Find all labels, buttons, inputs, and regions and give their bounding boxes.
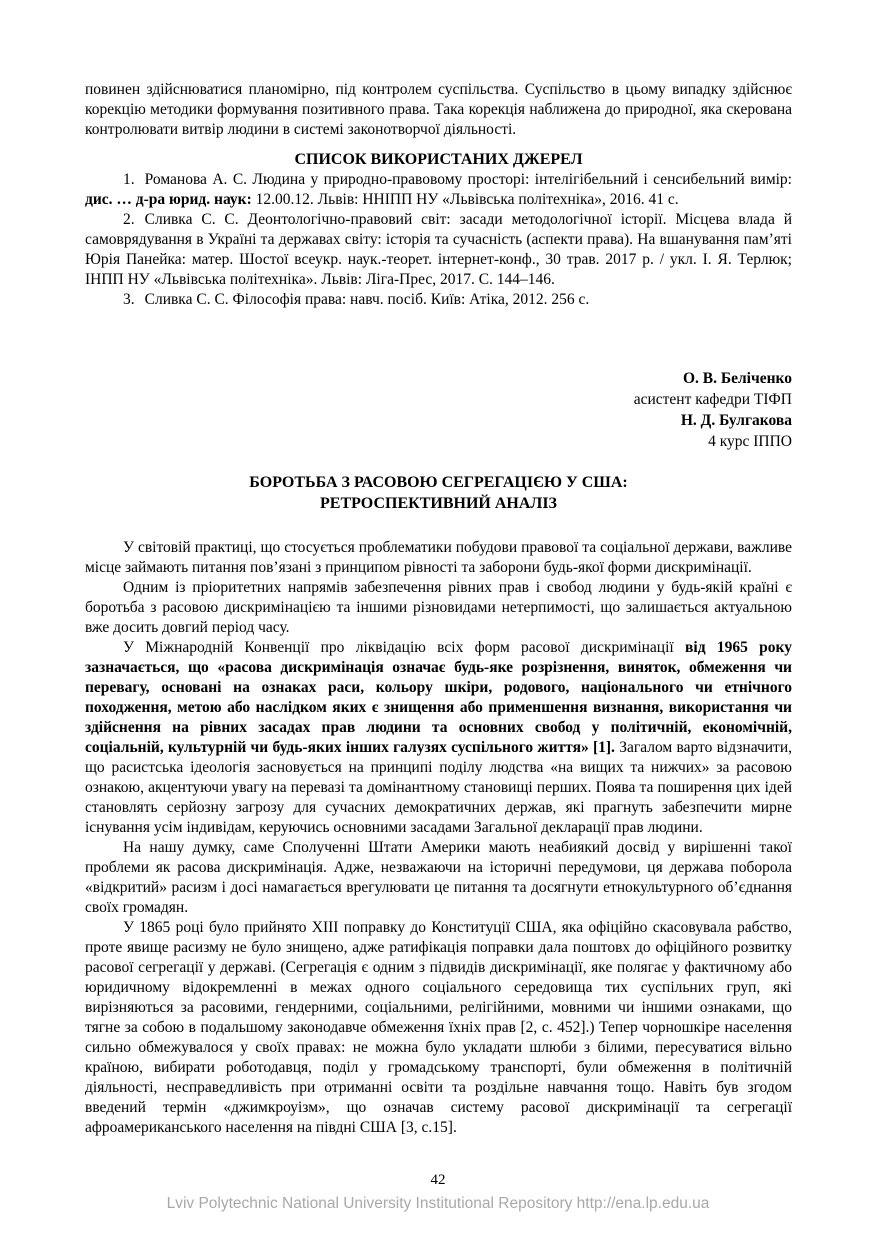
article-paragraph xyxy=(85,638,792,838)
paragraph-text: У світовій практиці, що стосується проблематики побудови правової та соціальної держави, важливе місце займають питання пов’язані з принципом рівності та заборони будь-якої форми дискримінації. xyxy=(85,539,792,576)
reference-text: Сливка С. С. Деонтологічно-правовий світ: засади методологічної історії. Місцева влада й самоврядування в Україні та державах світу: історія та сучасність (аспекти права). На вшанування пам’яті Юрія Панейка: матер. Шостої всеукр. наук.-теорет. інтернет-конф., 30 трав. 2017 р. / укл. І. Я. Терлюк; ІНПП НУ «Львівська політехніка». Львів: Ліга-Прес, 2017. С. 144–146. xyxy=(85,211,792,288)
article-paragraph xyxy=(85,578,792,638)
article-paragraph xyxy=(85,918,792,1138)
continued-paragraph: повинен здійснюватися планомірно, під контролем суспільства. Суспільство в цьому випадку здійснює корекцію методики формування позитивного права. Така корекція наближена до природної, яка скерована контролювати витвір людини в системі законотворчої діяльності. xyxy=(85,81,792,138)
article-body xyxy=(85,538,792,1138)
reference-number: 2. xyxy=(123,211,135,228)
reference-text: 12.00.12. Львів: ННІПП НУ «Львівська політехніка», 2016. 41 с. xyxy=(251,191,679,208)
author-block xyxy=(85,368,792,452)
author-name: Н. Д. Булгакова xyxy=(680,412,792,429)
reference-text: Романова А. С. Людина у природно-правовому просторі: інтелігібельний і сенсибельний вимір: xyxy=(144,171,792,188)
paragraph-text-bold: від 1965 року зазначається, що «расова дискримінація означає будь-яке розрізнення, виняток, обмеження чи перевагу, основані на ознаках раси, кольору шкіри, родового, національного чи етнічного походження, метою або наслідком яких є знищення або применшення визнання, використання чи здійснення на рівних засадах прав людини та основних свобод у політичній, економічній, соціальній, культурній чи будь-яких інших галузях суспільного життя» [1]. xyxy=(85,639,792,756)
paragraph-text: Одним із пріоритетних напрямів забезпечення рівних прав і свобод людини у будь-якій країні є боротьба з расовою дискримінацією та іншими різновидами нетерпимості, що залишається актуальною вже досить довгий період часу. xyxy=(85,579,792,636)
paragraph-text: Загалом варто відзначити, що расистська ідеологія засновується на принципі поділу людства «на вищих та нижчих» за расовою ознакою, акцентуючи увагу на перевазі та домінантному становищі перших. Поява та поширення цих ідей становлять серйозну загрозу для сучасних демократичних держав, які прагнуть забезпечити мирне існування усім індивідам, керуючись основними засадами Загальної декларації прав людини. xyxy=(85,739,792,836)
references-heading: СПИСОК ВИКОРИСТАНИХ ДЖЕРЕЛ xyxy=(294,151,583,168)
article-paragraph xyxy=(85,538,792,578)
author-affiliation: 4 курс ІППО xyxy=(708,433,792,450)
reference-text-bold: дис. … д-ра юрид. наук: xyxy=(85,191,252,208)
repository-watermark: Lviv Polytechnic National University Institutional Repository http://ena.lp.edu.ua xyxy=(166,1195,710,1212)
article-title xyxy=(85,472,792,514)
reference-item xyxy=(85,210,792,290)
author-name: О. В. Беліченко xyxy=(682,370,792,387)
paragraph-text: У Міжнародній Конвенції про ліквідацію всіх форм расової дискримінації xyxy=(123,639,686,656)
article-title-line1: БОРОТЬБА З РАСОВОЮ СЕГРЕГАЦІЄЮ У США: xyxy=(249,474,628,491)
reference-number: 1. xyxy=(123,171,135,188)
reference-list xyxy=(85,170,792,310)
article-title-line2: РЕТРОСПЕКТИВНИЙ АНАЛІЗ xyxy=(320,495,557,512)
reference-number: 3. xyxy=(123,291,135,308)
reference-item xyxy=(85,290,792,310)
reference-text: Сливка С. С. Філософія права: навч. посіб. Київ: Атіка, 2012. 256 с. xyxy=(144,291,590,308)
author-affiliation: асистент кафедри ТІФП xyxy=(633,391,792,408)
reference-item xyxy=(85,170,792,210)
paragraph-text: У 1865 році було прийнято XIII поправку до Конституції США, яка офіційно скасовувала рабство, проте явище расизму не було знищено, адже ратифікація поправки дала поштовх до офіційного розвитку расової сегрегації у державі. (Сегрегація є одним з підвидів дискримінації, яке полягає у фактичному або юридичному відокремленні в межах одного соціального середовища тих суспільних груп, які вирізняються за расовими, гендерними, соціальними, релігійними, мовними чи іншими ознаками, що тягне за собою в подальшому законодавче обмеження їхніх прав [2, с. 452].) Тепер чорношкіре населення сильно обмежувалося у своїх правах: не можна було укладати шлюби з білими, пересуватися вільно країною, вибирати роботодавця, поділ у громадському транспорті, були обмеження в політичній діяльності, несправедливість при отриманні освіти та роздільне навчання тощо. Навіть був згодом введений термін «джимкроуізм», що означав систему расової дискримінації та сегрегації афроамериканського населення на півдні США [3, с.15]. xyxy=(85,919,792,1136)
page-content xyxy=(85,80,792,1138)
paragraph-text: На нашу думку, саме Сполученні Штати Америки мають неабиякий досвід у вирішенні такої проблеми як расова дискримінація. Адже, незважаючи на історичні передумови, ця держава поборола «відкритий» расизм і досі намагається врегулювати це питання та досягнути етнокультурного об’єднання своїх громадян. xyxy=(85,839,792,916)
article-paragraph xyxy=(85,838,792,918)
page-number: 42 xyxy=(430,1172,446,1188)
